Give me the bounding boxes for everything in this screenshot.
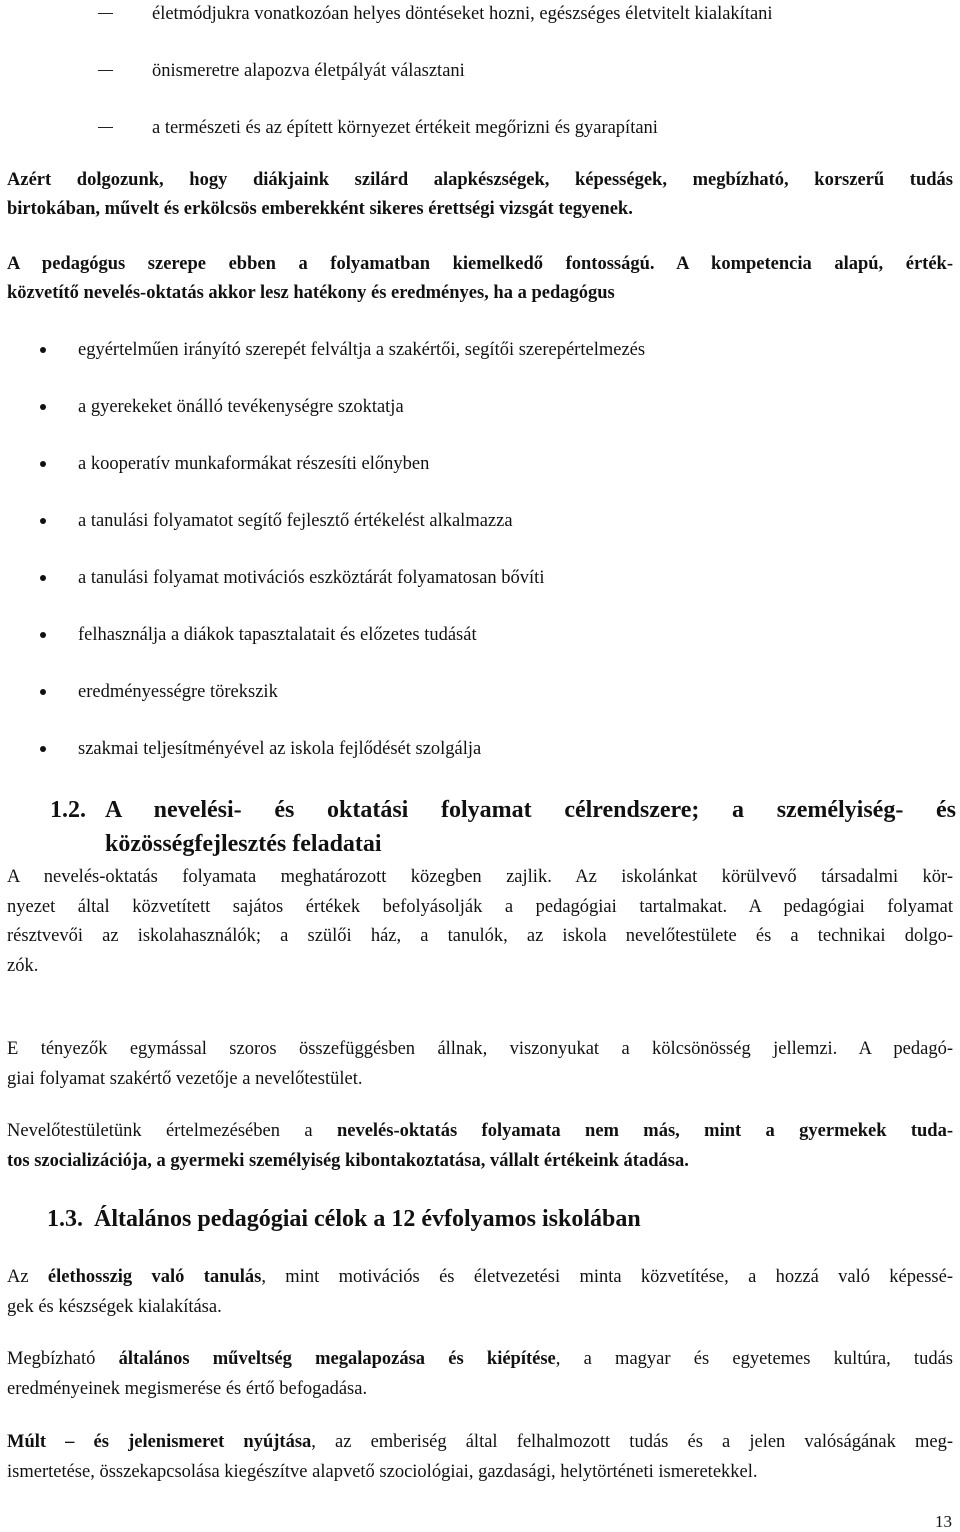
dash-marker — [98, 70, 113, 71]
past-present-paragraph: Múlt – és jelenismeret nyújtása, az emberiség által felhalmozott tudás és a jelen valóságának meg- ismertetése, összekapcsolása kiegészítve alapvető szociológiai, gazdasági, helytörténeti ismeretekkel. — [7, 1432, 953, 1482]
page-number: 13 — [935, 1512, 952, 1531]
section-heading-1-2: 1.2. A nevelési- és oktatási folyamat célrendszere; a személyiség- és — [50, 797, 956, 823]
bullet-marker — [40, 632, 46, 638]
bullet-marker — [40, 518, 46, 524]
document-page: életmódjukra vonatkozóan helyes döntéseket hozni, egészséges életvitelt kialakítani önismeretre alapozva életpályát választani a természeti és az épített környezet értékeit megőrizni és gyarapítani Azért dolgozunk, hogy diákjaink szilárd alapkészségek, képességek, megbízható, korszerű tudás birtokában, művelt és erkölcsös emberekként sikeres érettségi vizsgát tegyenek. A pedagógus szerepe ebben a folyamatban kiemelkedő fontosságú. A kompetencia alapú, érték- közvetítő nevelés-oktatás akkor lesz hatékony és eredményes, ha a pedagógus egyértelműen irányító szerepét felváltja a szakértői, segítői szerepértelmezés a gyerekeket önálló tevékenységre szoktatja a kooperatív munkaformákat részesíti előnyben a tanulási folyamatot segítő fejlesztő értékelést alkalmazza a tanulási folyamat motivációs eszköztárát folyamatosan bővíti felhasználja a diákok tapasztalatait és előzetes tudását eredményességre törekszik szakmai teljesítményével az iskola fejlődését szolgálja 1.2. A nevelési- és oktatási folyamat célrendszere; a személyiség- és közösségfejlesztés feladatai A nevelés-oktatás folyamata meghatározott közegben zajlik. Az iskolánkat körülvevő társadalmi kör- nyezet által közvetített sajátos értékek befolyásolják a pedagógiai tartalmakat. A pedagógiai folyamat résztvevői az iskolahasználók; a szülői ház, a tanulók, az iskola nevelőtestülete és a technikai dolgo- zók. E tényezők egymással szoros összefüggésben állnak, viszonyukat a kölcsönösség jellemzi. A pedagó- giai folyamat szakértő vezetője a nevelőtestület. Nevelőtestületünk értelmezésében a nevelés-oktatás folyamata nem más, mint a gyermekek tuda- tos szocializációja, a gyermeki személyiség kibontakoztatása, vállalt értékeink átadása. 1.3. Általános pedagógiai célok a 12 évfolyamos iskolában Az élethosszig való tanulás, mint motivációs és életvezetési minta közvetítése, a hozzá való képessé- gek és készségek kialakítása. Megbízható általános műveltség megalapozása és kiépítése, a magyar és egyetemes kultúra, tudás eredményeinek megismerése és értő befogadása. Múlt – és jelenismeret nyújtása, az emberiség által felhalmozott tudás és a jelen valóságának meg- ismertetése, összekapcsolása kiegészítve alapvető szociológiai, gazdasági, helytörténeti ismeretekkel. 13 — [0, 0, 960, 1529]
factors-paragraph: E tényezők egymással szoros összefüggésben állnak, viszonyukat a kölcsönösség jellemzi. A pedagó- giai folyamat szakértő vezetője a nevelőtestület. — [7, 1039, 953, 1089]
lifelong-learning-paragraph: Az élethosszig való tanulás, mint motivációs és életvezetési minta közvetítése, a hozzá való képessé- gek és készségek kialakítása. — [7, 1267, 954, 1317]
section-heading-1-2-cont: közösségfejlesztés feladatai — [105, 831, 382, 857]
bullet-marker — [40, 347, 46, 353]
dash-marker — [98, 13, 113, 14]
bullet-marker — [40, 404, 46, 410]
bullet-marker — [40, 461, 46, 467]
literacy-paragraph: Megbízható általános műveltség megalapozása és kiépítése, a magyar és egyetemes kultúra, tudás eredményeinek megismerése és értő befogadása. — [7, 1349, 953, 1399]
process-paragraph: A nevelés-oktatás folyamata meghatározott közegben zajlik. Az iskolánkat körülvevő társadalmi kör- nyezet által közvetített sajátos értékek befolyásolják a pedagógiai tartalmakat. A pedagógiai folyamat résztvevői az iskolahasználók; a szülői ház, a tanulók, az iskola nevelőtestülete és a technikai dolgo- zók. — [7, 867, 953, 976]
bullet-marker — [40, 689, 46, 695]
bullet-marker — [40, 575, 46, 581]
teacher-role-paragraph: A pedagógus szerepe ebben a folyamatban kiemelkedő fontosságú. A kompetencia alapú, érték- közvetítő nevelés-oktatás akkor lesz hatékony és eredményes, ha a pedagógus — [7, 254, 953, 303]
goal-paragraph: Azért dolgozunk, hogy diákjaink szilárd alapkészségek, képességek, megbízható, korszerű tudás birtokában, művelt és erkölcsös emberekként sikeres érettségi vizsgát tegyenek. — [7, 170, 953, 219]
staff-paragraph: Nevelőtestületünk értelmezésében a nevelés-oktatás folyamata nem más, mint a gyermekek tuda- tos szocializációja, a gyermeki személyiség kibontakoztatása, vállalt értékeink átadása. — [7, 1121, 954, 1171]
dash-marker — [98, 127, 113, 128]
section-heading-1-3: 1.3. Általános pedagógiai célok a 12 évfolyamos iskolában — [47, 1206, 641, 1232]
bullet-marker — [40, 746, 46, 752]
